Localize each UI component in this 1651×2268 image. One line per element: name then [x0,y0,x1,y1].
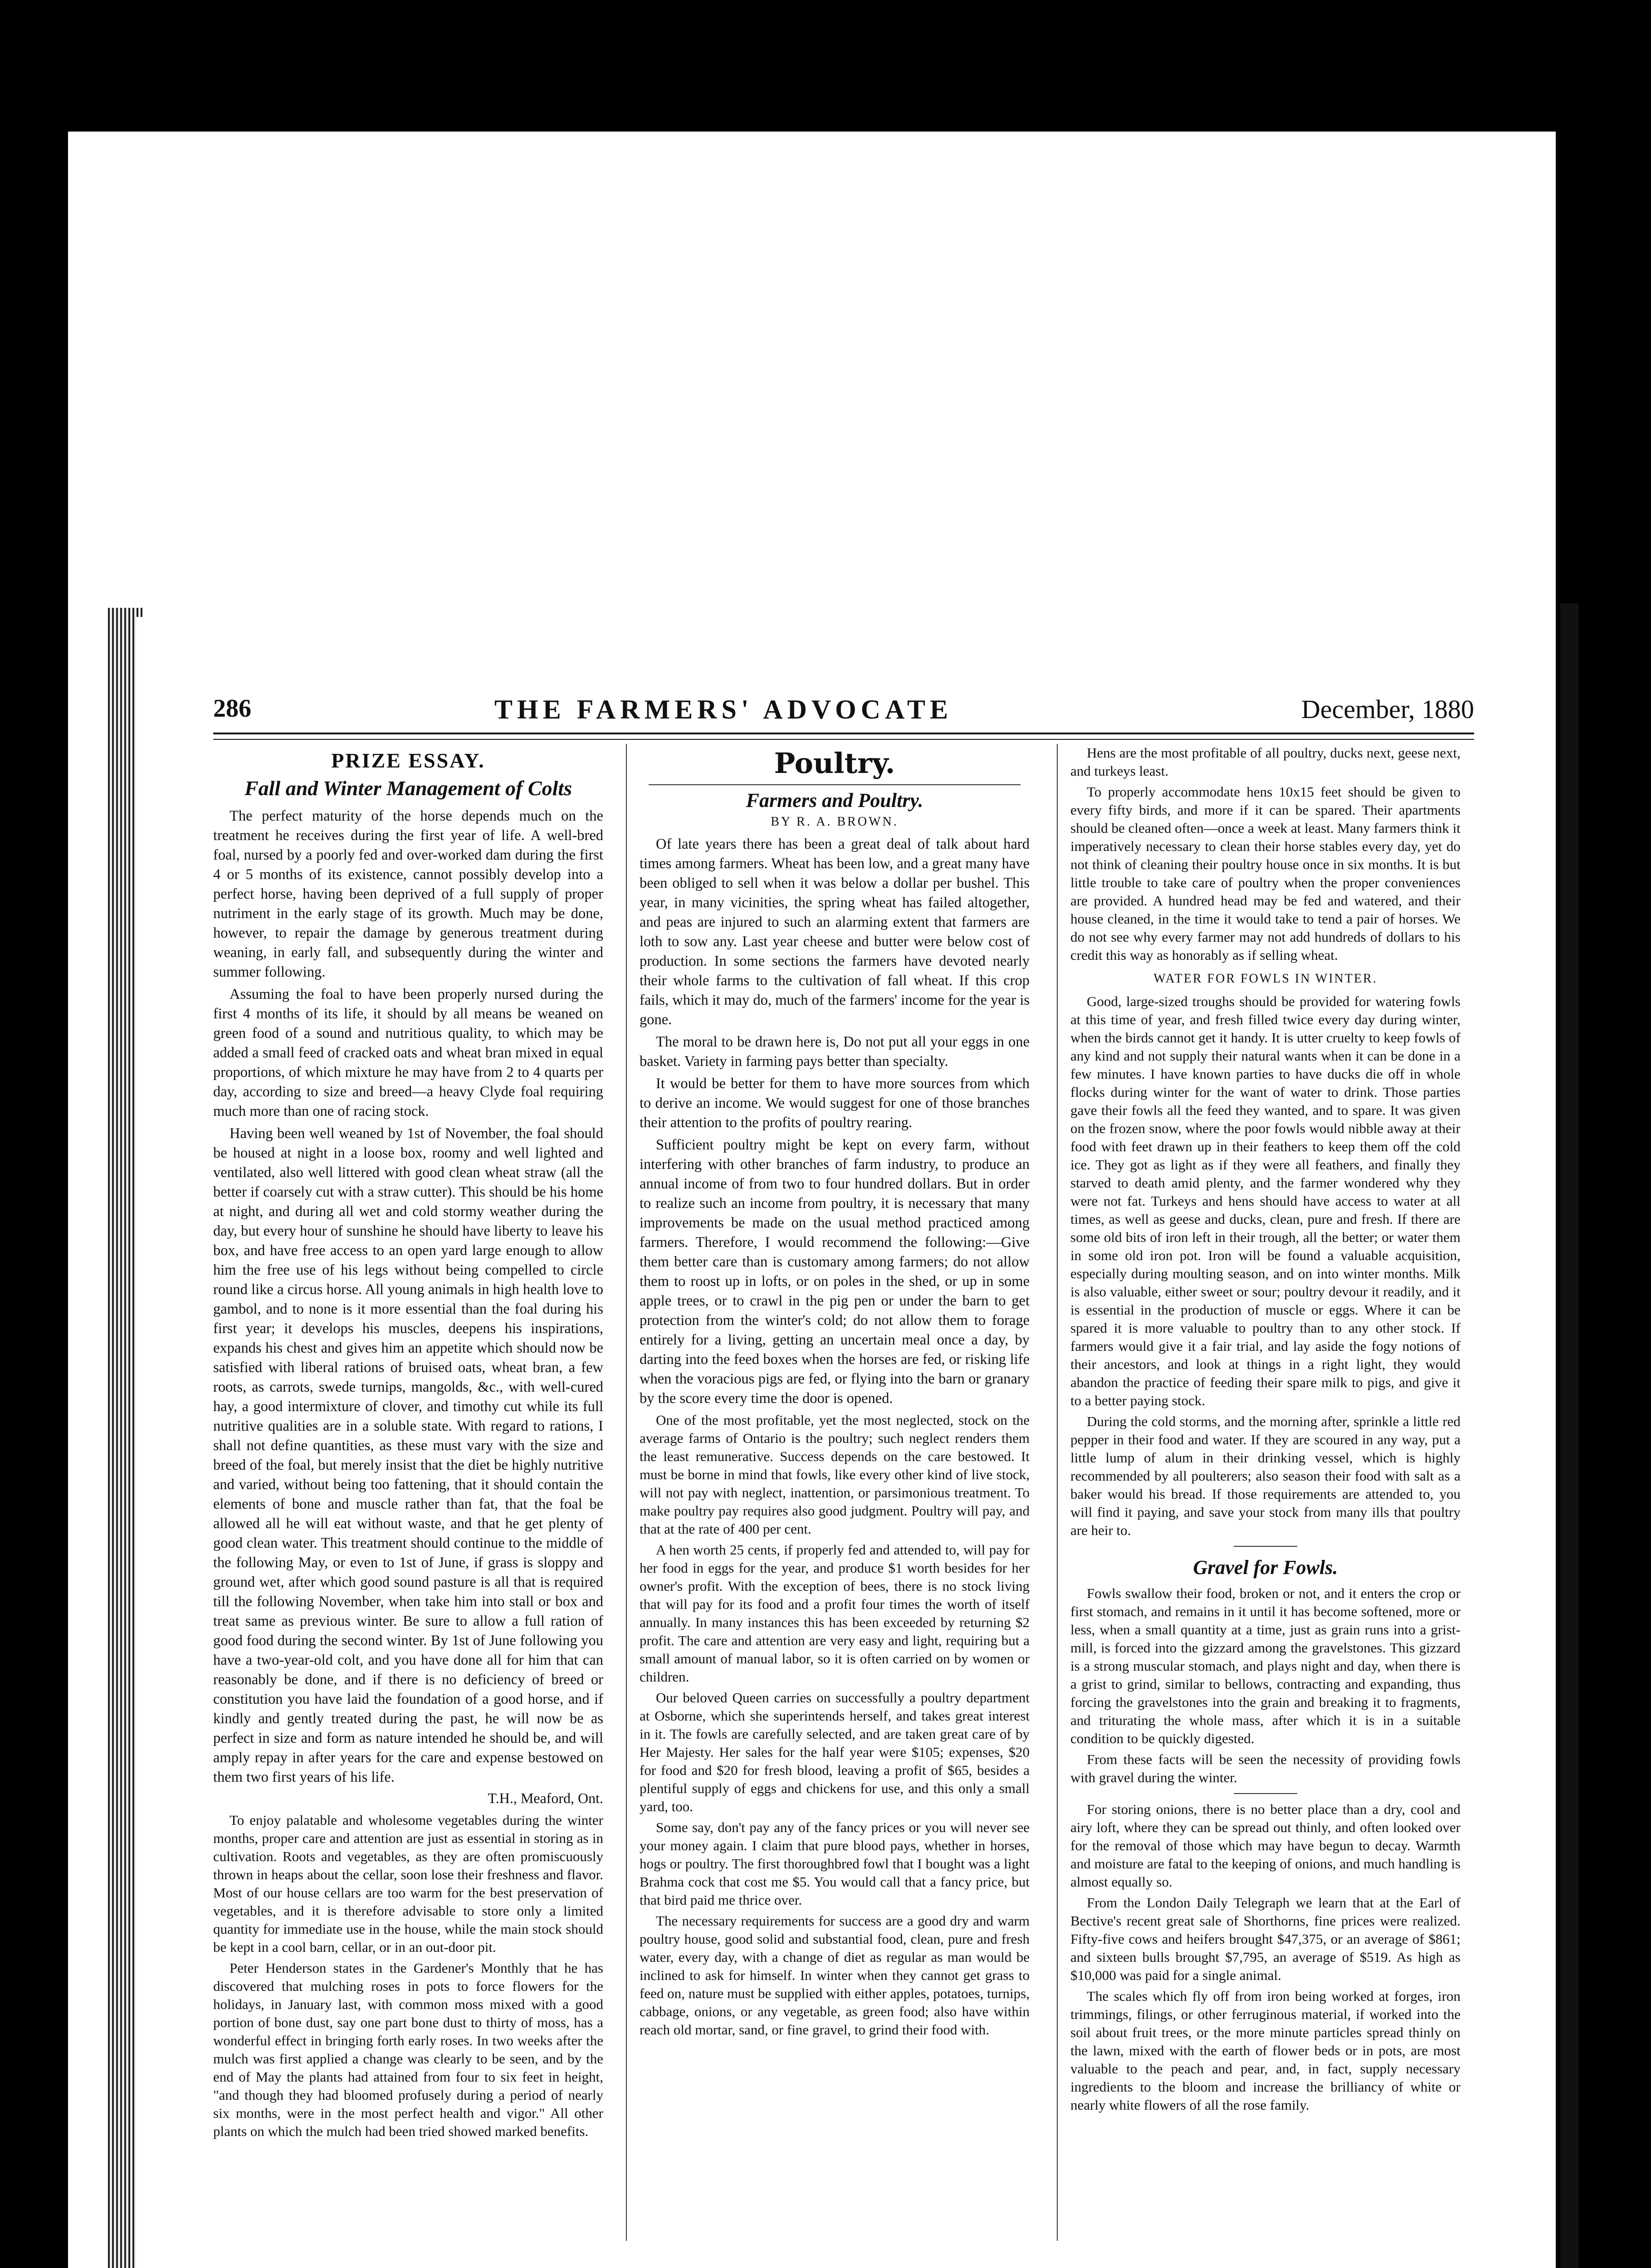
paragraph: Hens are the most profitable of all poultry, ducks next, geese next, and turkeys least. [1070,745,1460,779]
paragraph: From these facts will be seen the necessity of providing fowls with gravel during the winter. [1070,1751,1460,1785]
paragraph: The moral to be drawn here is, Do not put all your eggs in one basket. Variety in farming pays better than specialty. [640,1034,1030,1070]
paragraph: Some say, don't pay any of the fancy prices or you will never see your money again. I claim that pure blood pays, whether in horses, hogs or poultry. The first thoroughbred fowl that I bought was a light Brahma cock that cost me $5. You would call that a fancy price, but that bird paid me thrice over. [640,1819,1030,1908]
paragraph: Assuming the foal to have been properly nursed during the first 4 months of its life, it should by all means be weaned on green food of a sound and nutritious quality, to which may be added a small feed of cracked oats and wheat bran mixed in equal proportions, of which mixture he may have from 2 to 4 quarts per day, according to size and breed—a heavy Clyde foal requiring much more than one of racing stock. [213,986,603,1119]
column-2 [640,744,1030,2232]
paragraph: From the London Daily Telegraph we learn that at the Earl of Bective's recent great sale of Shorthorns, fine prices were realized. Fifty-five cows and heifers brought $47,375, or an average of $861; and sixteen bulls brought $7,795, an average of $519. As high as $10,000 was paid for a single animal. [1070,1895,1460,1983]
masthead-rule [213,733,1474,740]
paragraph: A hen worth 25 cents, if properly fed and attended to, will pay for her food in eggs for the year, and produce $1 worth besides for her owner's profit. With the exception of bees, there is no stock living that will pay for its food and a profit four times the worth of itself annually. In many instances this has been exceeded by returning $2 profit. The care and attention are very easy and light, requiring but a small amount of manual labor, so it is often carried on by women or children. [640,1542,1030,1685]
paragraph: To properly accommodate hens 10x15 feet should be given to every fifty birds, and more if it can be spared. Their apartments should be cleaned often—once a week at least. Many farmers think it imperatively necessary to clean their horse stables every day, yet do not think of cleaning their poultry house once in six months. It is but little trouble to take care of poultry when the proper conveniences are provided. A hundred head may be fed and watered, and their house cleaned, in the time it would take to tend a pair of horses. We do not see why every farmer may not add hundreds of dollars to his credit this way as honorably as if selling wheat. [1070,784,1460,963]
paragraph: Of late years there has been a great deal of talk about hard times among farmers. Wheat has been low, and a great many have been obliged to sell when it was below a dollar per bushel. This year, in many vicinities, the spring wheat has failed altogether, and peas are injured to such an alarming extent that farmers are loth to sow any. Last year cheese and butter were below cost of production. In some sections the farmers have devoted nearly their whole farms to the cultivation of fall wheat. If this crop fails, which it may do, much of the farmers' income for the year is gone. [640,836,1030,1028]
essay-signature: T.H., Meaford, Ont. [488,1790,603,1806]
essay-title: Fall and Winter Management of Colts [244,777,572,800]
article-title: Farmers and Poultry. [746,789,923,811]
paragraph: The necessary requirements for success are a good dry and warm poultry house, good solid and substantial food, clean, pure and fresh water, every day, with a change of diet as regular as man would be inclined to ask for himself. In winter when they cannot get grass to feed on, nature must be supplied with either apples, potatoes, turnips, cabbage, onions, or any vegetable, as green food; also have within reach old mortar, sand, or fine gravel, to grind their food with. [640,1913,1030,2038]
article-title: Gravel for Fowls. [1193,1556,1338,1579]
paragraph: Good, large-sized troughs should be provided for watering fowls at this time of year, and fresh filled twice every day during winter, when the birds cannot get it handy. It is utter cruelty to keep fowls of any kind and not supply their natural wants when it can be done in a few minutes. I have known parties to have ducks die off in whole flocks during winter for the want of water to drink. Those parties gave their fowls all the feed they wanted, and to spare. It was given on the frozen snow, where the poor fowls would nibble away at their food with feet drawn up in their feathers to keep them off the cold ice. They got as light as if they were all feathers, and finally they starved to death amid plenty, and the farmer wondered why they were not fat. Turkeys and hens should have access to water at all times, as well as geese and ducks, clean, pure and fresh. If there are some old bits of iron left in their trough, all the better; or water them in some old iron pot. Iron will be found a valuable acquisition, especially during moulting season, and on into winter months. Milk is also valuable, either sweet or sour; poultry devour it readily, and it is essential in the production of muscle or eggs. Where it can be spared it is more valuable to poultry than to any other stock. If farmers would give it a fair trial, and lay aside the fogy notions of their ancestors, and look at things in a right light, they would abandon the practice of feeding their spare milk to pigs, and give it to a better paying stock. [1070,993,1460,1408]
book-binding-right [1560,603,1578,2268]
section-rule [1234,1793,1297,1794]
prize-essay-heading: PRIZE ESSAY. [331,749,485,772]
paragraph: Having been well weaned by 1st of November, the foal should be housed at night in a loose box, roomy and well lighted and ventilated, also well littered with good clean wheat straw (all the better if coarsely cut with a straw cutter). This should be his home at night, and during all wet and cold stormy weather during the day, but every hour of sunshine he should have liberty to leave his box, and have free access to an open yard large enough to allow him the free use of his legs without being compelled to circle round like a circus horse. All young animals in high health love to gambol, and to none is it more essential than the foal during his first year; it develops his muscles, deepens his inspirations, expands his chest and gives him an appetite which should now be satisfied with liberal rations of bruised oats, wheat bran, a few roots, as carrots, swede turnips, mangolds, &c., with well-cured hay, a good intermixture of clover, and timothy cut while its full nutritive qualities are in a soluble state. With regard to rations, I shall not define quantities, as these must vary with the size and breed of the foal, but merely insist that the diet be highly nutritive and varied, without being too fattening, that it should contain the elements of bone and muscle rather than fat, that the foal be allowed all he will eat without waste, and that he get plenty of good clean water. This treatment should continue to the middle of the following May, or even to 1st of June, if grass is sloppy and ground wet, after which good sound pasture is all that is required till the following November, when take him into stall or box and treat same as previous winter. Be sure to allow a full ration of good food during the second winter. By 1st of June following you have a two-year-old colt, and you have done all for him that can reasonably be done, and if there is no deficiency of breed or constitution you have laid the foundation of a good horse, and if kindly and gently treated during the past, he will now be as perfect in size and form as nature intended he should be, and will amply repay in after years for the care and expense bestowed on them two first years of his life. [213,1125,603,1785]
paragraph: Sufficient poultry might be kept on every farm, without interfering with other branches of farm industry, to produce an annual income of from two to four hundred dollars. But in order to realize such an income from poultry, it is necessary that many improvements be made on the usual method practiced among farmers. Therefore, I would recommend the following:—Give them better care than is customary among farmers; do not allow them to roost up in lofts, or on poles in the shed, or up in some apple trees, or to crawl in the pig pen or under the barn to get protection from the winter's cold; do not allow them to forage entirely for a living, getting an uncertain meal once a day, by darting into the feed boxes when the horses are fed, or risking life when the voracious pigs are fed, or flying into the barn or granary by the score every time the door is opened. [640,1137,1030,1407]
column-divider [1057,744,1058,2241]
column-3 [1070,744,1460,2232]
paragraph: The perfect maturity of the horse depends much on the treatment he receives during the first year of life. A well-bred foal, nursed by a poorly fed and over-worked dam during the first 4 or 5 months of its existence, cannot possibly develop into a perfect horse, having been deprived of a full supply of proper nutriment in the early stage of its growth. Much may be done, however, to repair the damage by generous treatment during weaning, in early fall, and subsequently during the winter and summer following. [213,808,603,980]
paragraph: It would be better for them to have more sources from which to derive an income. We would suggest for one of those branches their attention to the profits of poultry rearing. [640,1075,1030,1131]
page-number: 286 [213,694,251,723]
paragraph: For storing onions, there is no better place than a dry, cool and airy loft, where they can be spread out thinly, and often looked over for the removal of those which may have begun to decay. Warmth and moisture are fatal to the keeping of onions, and much handling is almost equally so. [1070,1801,1460,1890]
column-1 [213,744,603,2232]
section-rule [649,784,1021,785]
section-heading: Poultry. [774,747,895,780]
paragraph: The scales which fly off from iron being worked at forges, iron trimmings, filings, or other ferruginous material, if worked into the soil about fruit trees, or the more minute particles spread thinly on the lawn, mixed with the earth of flower beds or in pots, are most valuable to the peach and pear, and, in fact, supply necessary ingredients to the bloom and increase the brilliancy of white or nearly white flowers of all the rose family. [1070,1988,1460,2113]
paragraph: Our beloved Queen carries on successfully a poultry department at Osborne, which she superintends herself, and takes great interest in it. The fowls are carefully selected, and are taken great care of by Her Majesty. Her sales for the half year were $105; expenses, $20 for food and $20 for fresh blood, leaving a profit of $65, besides a plentiful supply of eggs and chickens for use, and this only a small yard, too. [640,1690,1030,1814]
masthead [213,694,1474,726]
paragraph: Fowls swallow their food, broken or not, and it enters the crop or first stomach, and remains in it until it has become softened, more or less, when a small quantity at a time, just as grain runs into a grist-mill, is forced into the gizzard among the gravelstones. This gizzard is a strong muscular stomach, and plays night and day, when there is a grist to grind, similar to bellows, contracting and expanding, thus forcing the gravelstones into the grain and breaking it to fragments, and triturating the whole mass, after which it is in a suitable condition to be quickly digested. [1070,1585,1460,1746]
issue-date: December, 1880 [1301,694,1474,724]
subheading: WATER FOR FOWLS IN WINTER. [1153,972,1377,986]
section-rule [1234,1546,1297,1547]
paragraph: Peter Henderson states in the Gardener's Monthly that he has discovered that mulching roses in pots to force flowers for the holidays, in January last, with common moss mixed with a good portion of bone dust, say one part bone dust to thirty of moss, has a wonderful effect in bringing forth early roses. In two weeks after the mulch was first applied a change was clearly to be seen, and by the end of May the plants had attained from four to six feet in height, "and though they had bloomed profusely during a period of nearly six months, were in the most perfect health and vigor." All other plants on which the mulch had been tried showed marked benefits. [213,1960,603,2139]
column-divider [626,744,627,2241]
byline: BY R. A. BROWN. [771,815,899,829]
paragraph: To enjoy palatable and wholesome vegetables during the winter months, proper care and attention are just as essential in storing as in cultivation. Roots and vegetables, as they are often promiscuously thrown in heaps about the cellar, soon lose their freshness and flavor. Most of our house cellars are too warm for the best preservation of vegetables, and it is therefore advisable to store only a limited quantity for immediate use in the house, while the main stock should be kept in a cool barn, cellar, or in an out-door pit. [213,1812,603,1955]
paragraph: One of the most profitable, yet the most neglected, stock on the average farms of Ontario is the poultry; such neglect renders them the least remunerative. Success depends on the care bestowed. It must be borne in mind that fowls, like every other kind of live stock, will not pay with neglect, inattention, or parsimonious treatment. To make poultry pay requires also good judgment. Poultry will pay, and that at the rate of 400 per cent. [640,1412,1030,1537]
paragraph: During the cold storms, and the morning after, sprinkle a little red pepper in their food and water. If they are scoured in any way, put a little lump of alum in their drinking vessel, which is highly recommended by all poulterers; also season their food with salt as a baker would his bread. If those requirements are attended to, you will find it paying, and save your stock from many ills that poultry are heir to. [1070,1413,1460,1538]
newspaper-title: THE FARMERS' ADVOCATE [494,694,952,724]
